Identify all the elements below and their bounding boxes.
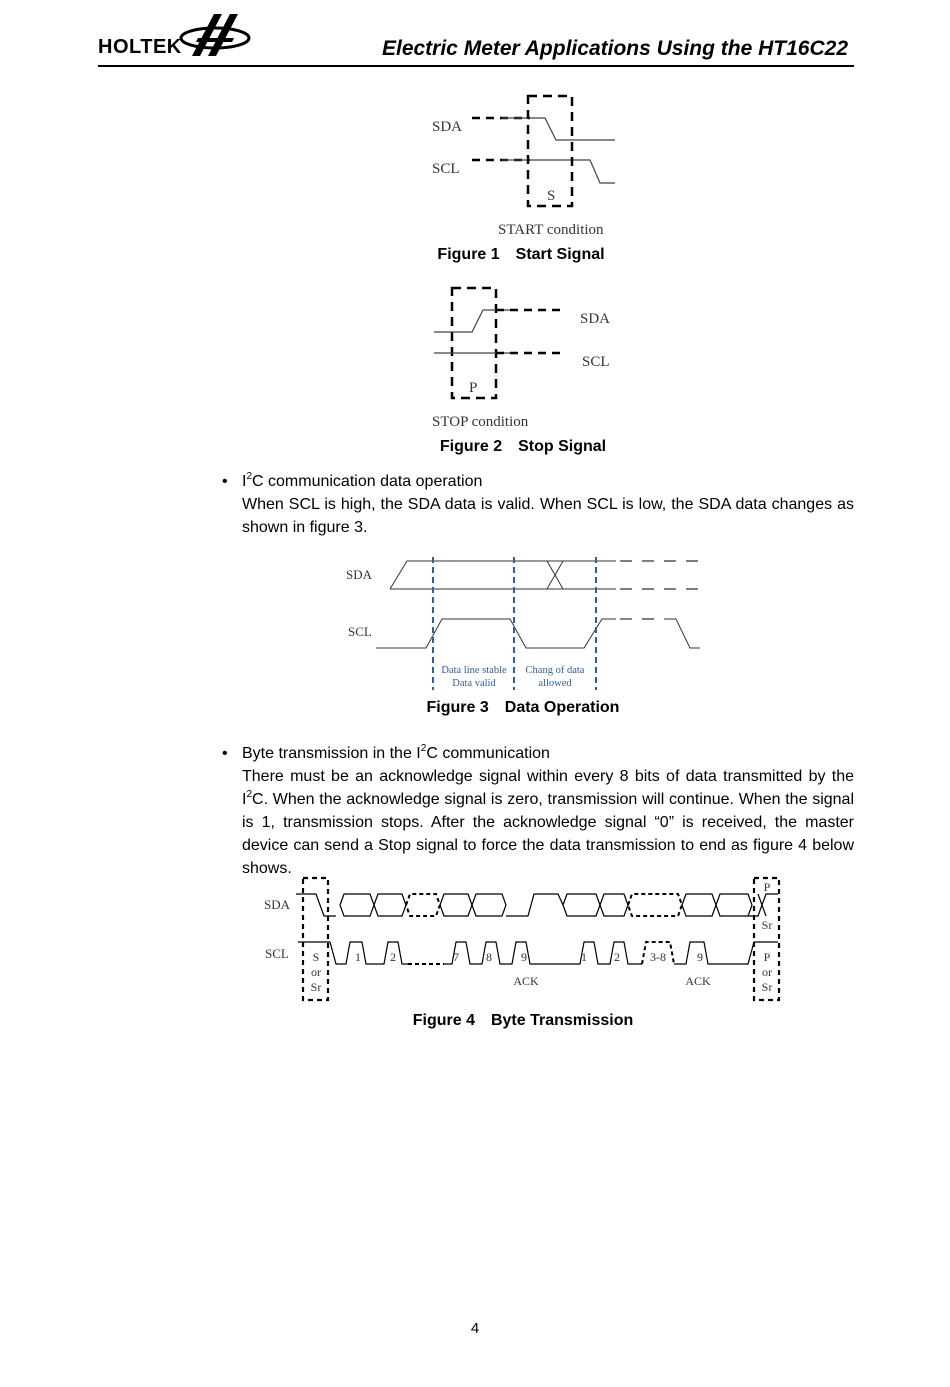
figure4-end-p: P <box>763 950 771 964</box>
figure4-clock-number: 2 <box>390 950 396 964</box>
figure1-condition-label: START condition <box>498 222 604 238</box>
figure3-note-change: Chang of data <box>525 665 585 676</box>
figure4-clock-number: 2 <box>614 950 620 964</box>
figure2-stop-marker: P <box>469 380 478 396</box>
holtek-logo-text: HOLTEK <box>98 36 182 58</box>
figure4-end-sr-top: Sr <box>761 918 773 932</box>
figure3-caption <box>0 699 950 717</box>
figure2-caption <box>0 438 950 456</box>
section1-heading: $I^2C$ communication data operation <box>242 470 483 490</box>
bullet-dot: • <box>222 745 228 762</box>
figure1-sda-label: SDA <box>432 119 463 135</box>
section2-bullet <box>222 742 854 880</box>
figure2-caption-title: Stop Signal <box>518 438 607 455</box>
figure4-clock-number: 1 <box>355 950 361 964</box>
figure1-caption-title: Start Signal <box>515 246 605 263</box>
page-number: 4 <box>470 1320 480 1337</box>
section1-bullet <box>222 470 854 539</box>
figure3-note-allowed: allowed <box>538 678 572 689</box>
figure3-caption-number: Figure 3 <box>426 699 489 716</box>
figure3-note-valid: Data valid <box>452 678 496 689</box>
figure4-sda-label: SDA <box>264 897 291 912</box>
figure3-note-stable: Data line stable <box>441 665 507 676</box>
figure1-start-diagram <box>420 88 630 240</box>
figure2-stop-diagram <box>420 280 630 432</box>
figure2-condition-label: STOP condition <box>432 414 529 430</box>
figure4-end-p-top: P <box>763 880 771 894</box>
figure3-data-operation-diagram <box>340 552 710 692</box>
figure4-clock-number: 7 <box>453 950 459 964</box>
figure4-end-sr: Sr <box>761 980 773 994</box>
section2-heading: Byte transmission in the $I^2C$ communication <box>242 742 550 762</box>
section2-body: There must be an acknowledge signal within every 8 bits of data transmitted by the $I^2C$. When the acknowledge signal is zero, transmission will continue. When the signal is 1, transmission stops. After the acknowledge signal “0” is received, the master device can send a Stop signal to force the data transmission to end as figure 4 below shows. <box>242 768 854 877</box>
figure3-caption-title: Data Operation <box>504 699 620 716</box>
figure4-ack-label: ACK <box>685 974 711 988</box>
figure4-scl-label: SCL <box>265 946 289 961</box>
figure2-scl-label: SCL <box>582 354 610 370</box>
figure4-clock-number: 9 <box>697 950 703 964</box>
figure1-caption-number: Figure 1 <box>437 246 500 263</box>
figure4-clock-number: 1 <box>581 950 587 964</box>
figure3-sda-label: SDA <box>346 567 373 582</box>
holtek-emblem-icon <box>178 8 252 62</box>
section1-body: When SCL is high, the SDA data is valid. When SCL is low, the SDA data changes as shown in figure 3. <box>242 496 854 536</box>
figure1-start-marker: S <box>547 188 556 204</box>
figure4-start-s: S <box>312 950 320 964</box>
figure4-start-or: or <box>311 965 321 979</box>
figure4-byte-transmission-diagram <box>258 872 788 1006</box>
figure4-ack-label: ACK <box>513 974 539 988</box>
figure4-start-sr: Sr <box>310 980 322 994</box>
figure4-clock-number: 9 <box>521 950 527 964</box>
figure4-caption-number: Figure 4 <box>412 1012 475 1029</box>
header-rule <box>98 65 854 67</box>
figure2-caption-number: Figure 2 <box>439 438 503 455</box>
figure4-caption-title: Byte Transmission <box>490 1012 634 1029</box>
figure4-caption <box>0 1012 950 1030</box>
figure2-sda-label: SDA <box>580 311 611 327</box>
figure1-caption <box>0 246 950 264</box>
figure4-clock-number: 8 <box>486 950 492 964</box>
figure4-end-or: or <box>762 965 772 979</box>
figure1-scl-label: SCL <box>432 161 460 177</box>
document-title: Electric Meter Applications Using the HT16C22 <box>381 37 848 60</box>
figure3-scl-label: SCL <box>348 624 372 639</box>
figure4-clock-number: 3-8 <box>650 950 666 964</box>
bullet-dot: • <box>222 473 228 490</box>
